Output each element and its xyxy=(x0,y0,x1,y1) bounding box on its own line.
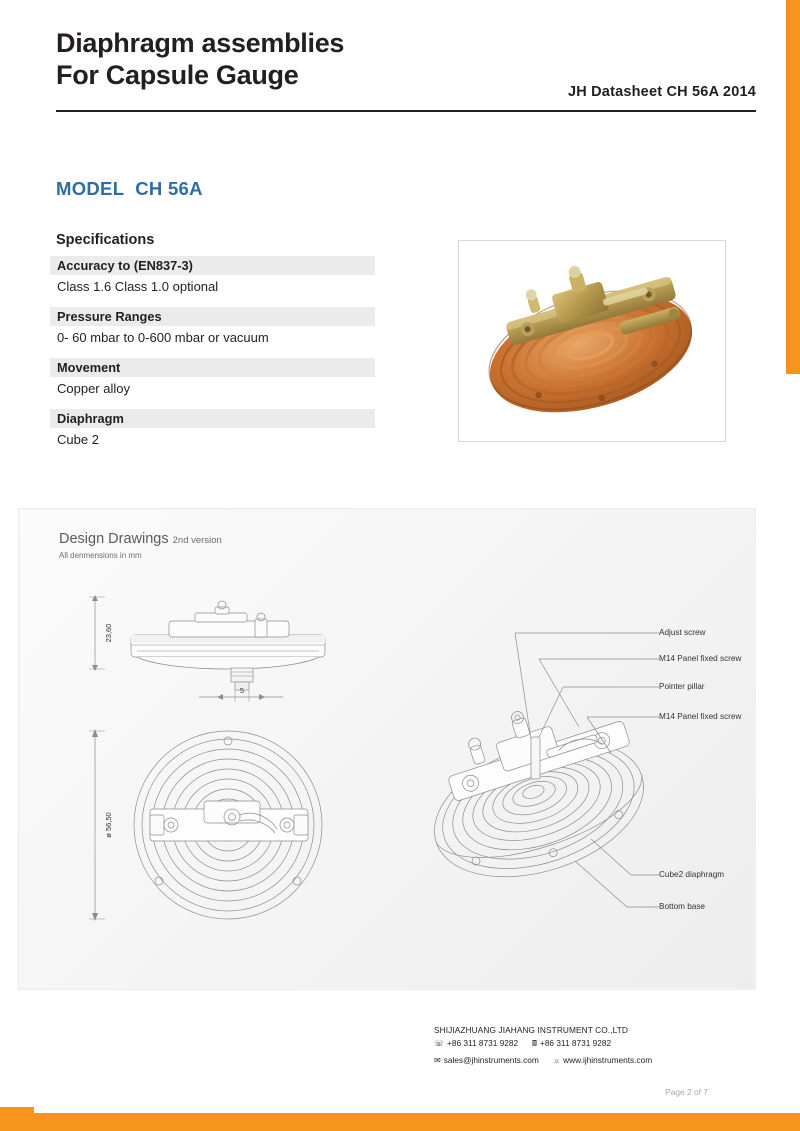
footer-phone1: +86 311 8731 9282 xyxy=(447,1038,519,1048)
accent-bar-right xyxy=(786,14,800,374)
dim-height-text: 23,60 xyxy=(104,623,113,643)
spec-head-diaphragm: Diaphragm xyxy=(50,409,375,428)
dim-diameter-text: ø 56,50 xyxy=(104,812,113,838)
spec-value-diaphragm: Cube 2 xyxy=(57,432,99,447)
footer-phone2: +86 311 8731 9282 xyxy=(539,1038,612,1048)
spec-head-movement: Movement xyxy=(50,358,375,377)
spec-item-diaphragm xyxy=(50,409,380,447)
header-divider xyxy=(56,110,756,112)
design-drawings-panel xyxy=(18,508,756,990)
model-value: CH 56A xyxy=(135,178,203,199)
spec-value-accuracy: Class 1.6 Class 1.0 optional xyxy=(57,279,219,294)
callout-adjust-screw: Adjust screw xyxy=(659,628,706,637)
page-title-line1: Diaphragm assemblies xyxy=(56,28,345,58)
dim-stem-text: 5 xyxy=(239,686,245,695)
callout-m14-panel-fixed-screw-top: M14 Panel fixed screw xyxy=(659,654,742,663)
accent-bar-top-right xyxy=(786,0,800,14)
callout-bottom-base: Bottom base xyxy=(659,902,705,911)
model-heading xyxy=(56,178,203,200)
phone-icon: ☏ xyxy=(434,1039,445,1048)
globe-icon: ☼ xyxy=(552,1056,561,1065)
spec-head-pressure-ranges: Pressure Ranges xyxy=(50,307,375,326)
footer xyxy=(434,1025,734,1065)
technical-drawings xyxy=(19,509,755,989)
footer-email[interactable]: sales@jhinstruments.com xyxy=(443,1055,539,1065)
model-label: MODEL xyxy=(56,178,125,199)
spec-item-accuracy xyxy=(50,256,380,294)
mail-icon: ✉ xyxy=(434,1056,441,1065)
specifications-title: Specifications xyxy=(56,232,155,248)
footer-website[interactable]: www.ijhinstruments.com xyxy=(563,1055,653,1065)
datasheet-reference: JH Datasheet CH 56A 2014 xyxy=(567,84,756,100)
footer-contacts xyxy=(434,1055,734,1065)
spec-item-movement xyxy=(50,358,380,396)
spec-item-pressure-ranges xyxy=(50,307,380,345)
accent-bar-bottom-left-notch xyxy=(0,1107,34,1113)
spec-head-accuracy: Accuracy to (EN837-3) xyxy=(50,256,375,275)
footer-phones xyxy=(434,1038,734,1052)
drawings-version: 2nd version xyxy=(172,535,222,546)
drawings-title-text: Design Drawings xyxy=(59,531,169,547)
footer-company: SHIJIAZHUANG JIAHANG INSTRUMENT CO.,LTD xyxy=(434,1025,628,1035)
spec-value-pressure-ranges: 0- 60 mbar to 0-600 mbar or vacuum xyxy=(57,330,269,345)
callout-cube2-diaphragm: Cube2 diaphragm xyxy=(659,870,725,879)
spec-value-movement: Copper alloy xyxy=(57,381,130,396)
callout-m14-panel-fixed-screw-bottom: M14 Panel fixed screw xyxy=(659,712,742,721)
specifications-list xyxy=(50,256,380,460)
fax-icon: 🖩 xyxy=(532,1039,537,1048)
page-number: Page 2 of 7 xyxy=(665,1087,708,1097)
page-title-line2: For Capsule Gauge xyxy=(56,59,299,90)
callout-pointer-pillar: Pointer pillar xyxy=(659,682,705,691)
drawings-subtitle: All denmensions in mm xyxy=(59,551,142,560)
product-photo xyxy=(458,240,726,442)
page-header xyxy=(56,28,756,92)
accent-bar-bottom xyxy=(0,1113,800,1131)
